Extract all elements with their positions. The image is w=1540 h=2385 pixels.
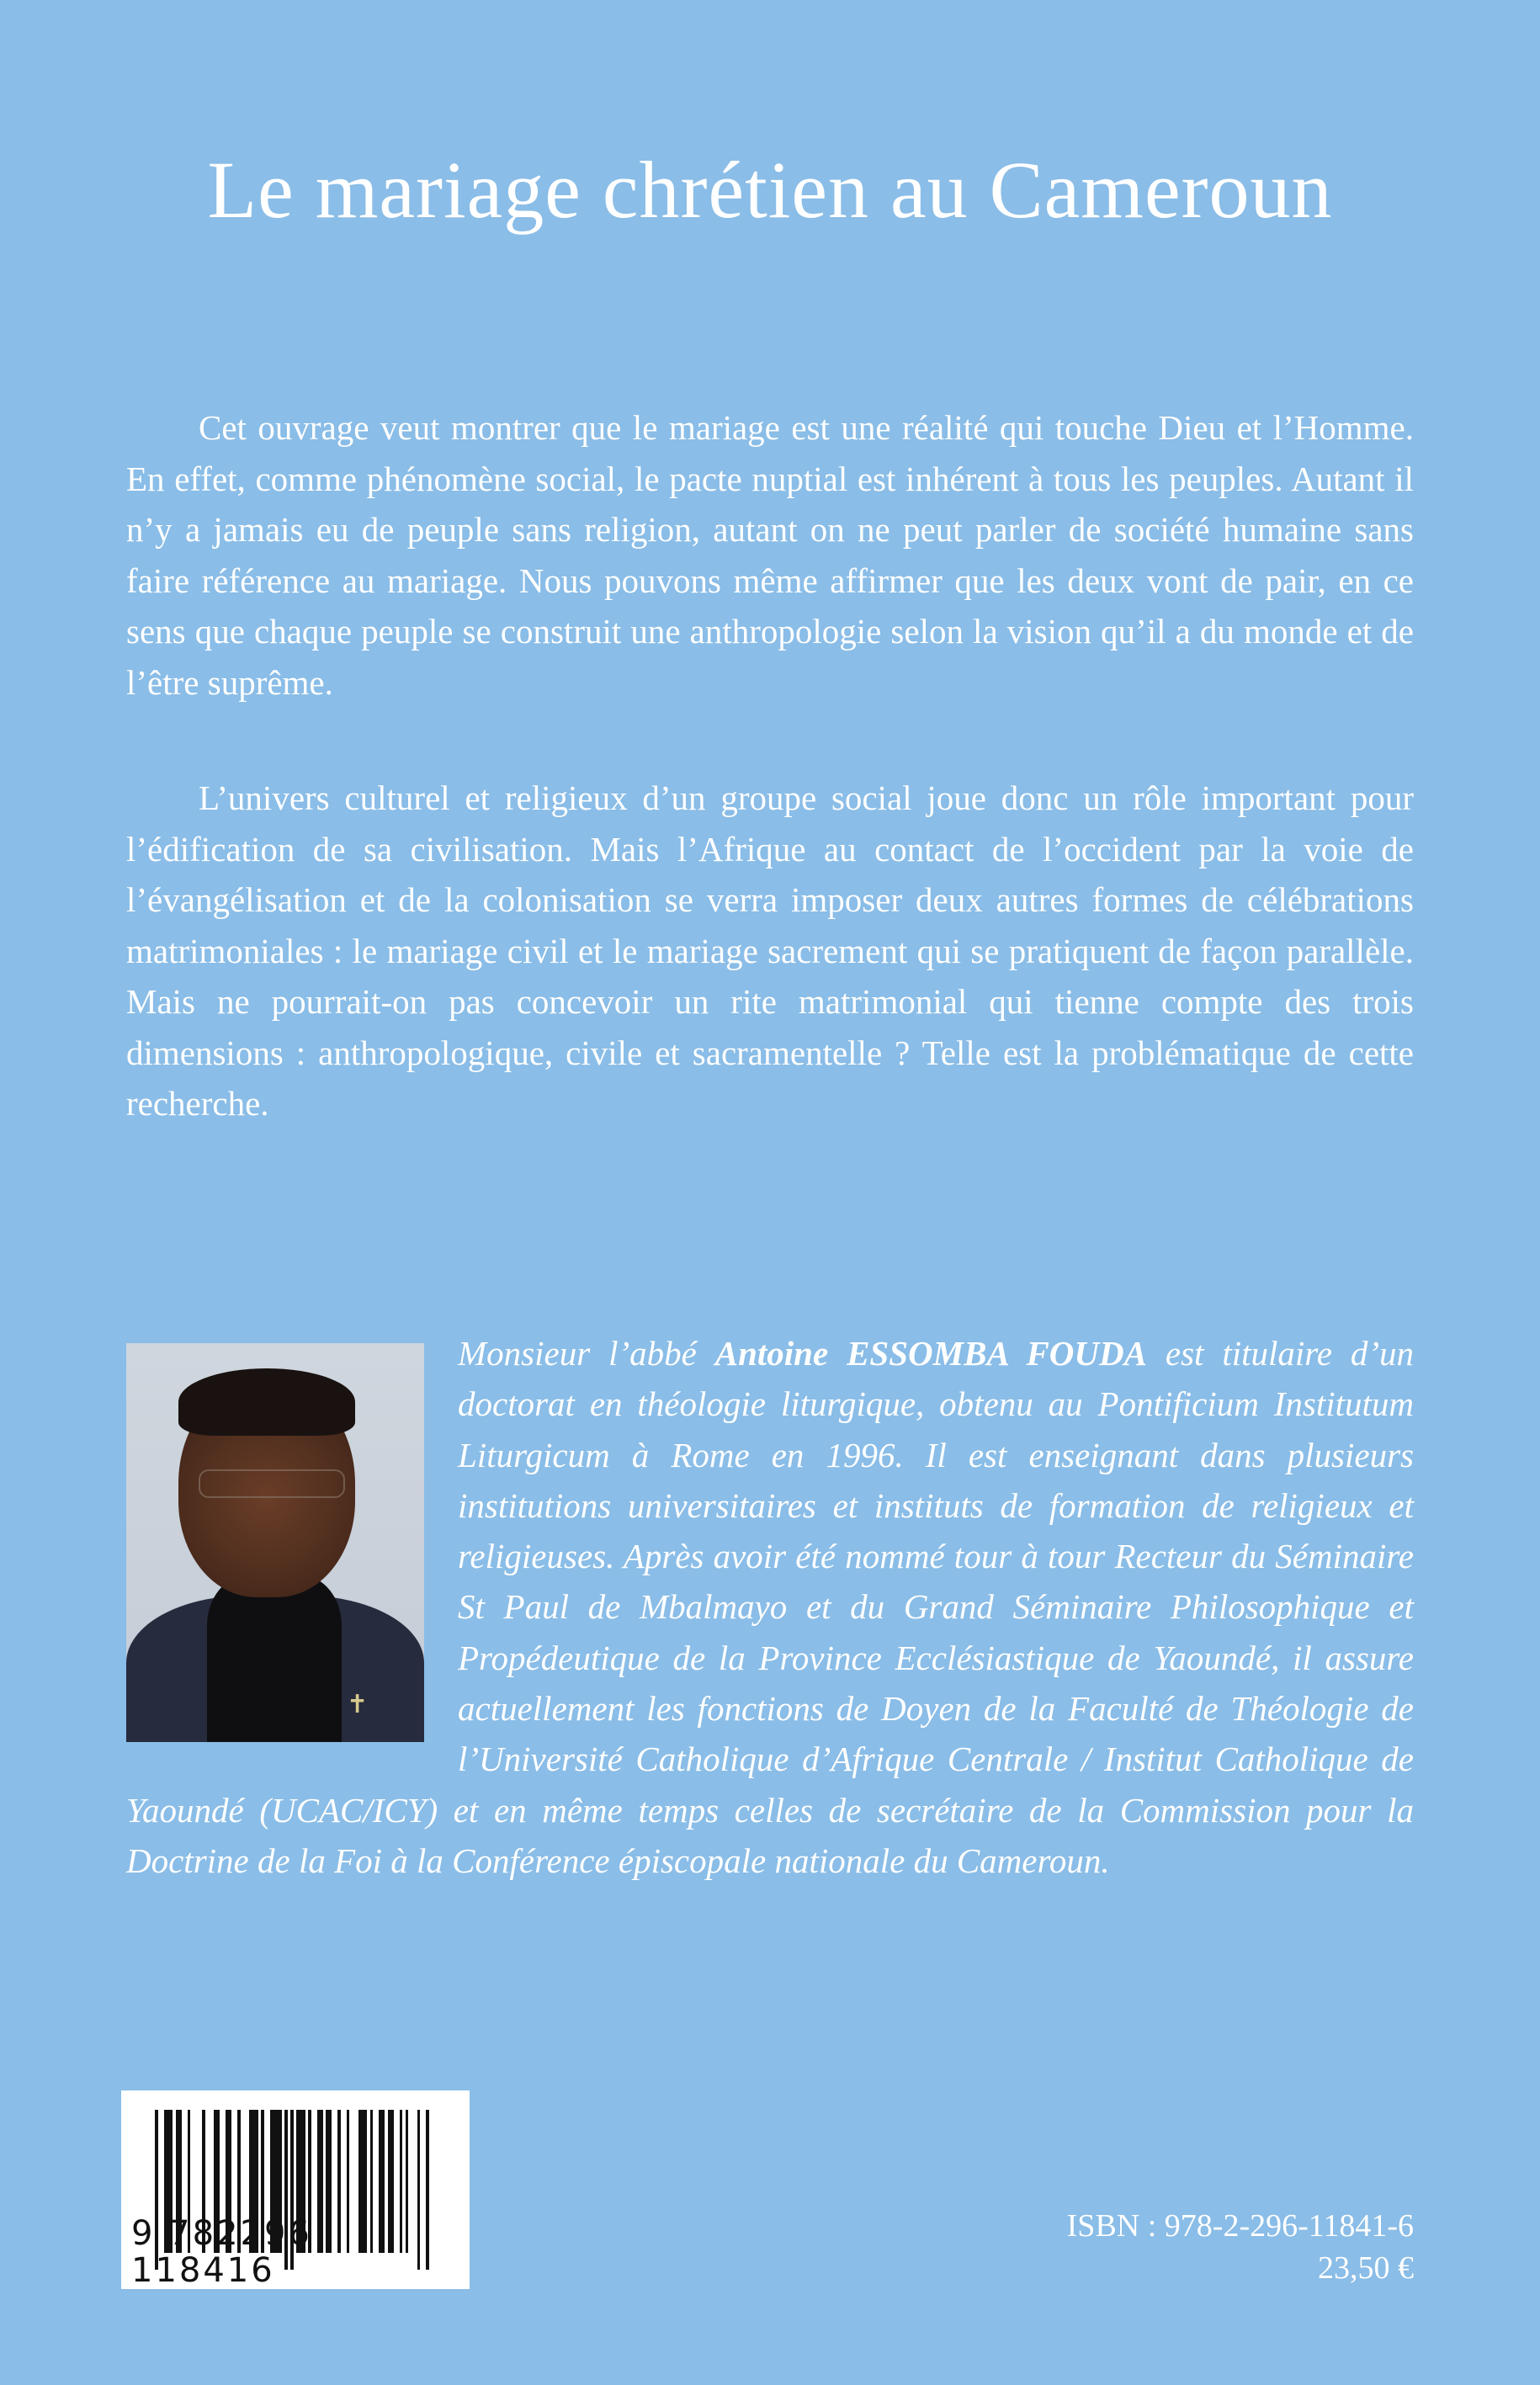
author-bio bbox=[126, 1328, 1414, 1886]
cross-pin-icon: ✝ bbox=[347, 1691, 369, 1718]
summary-paragraph-1: Cet ouvrage veut montrer que le mariage est une réalité qui touche Dieu et l’Homme. En effet, comme phénomène social, le pacte nuptial est inhérent à tous les peuples. Autant il n’y a jamais eu de peuple sans religion, autant on ne peut parler de société humaine sans faire référence au mariage. Nous pouvons même affirmer que les deux vont de pair, en ce sens que chaque peuple se construit une anthropologie selon la vision qu’il a du monde et de l’être suprême. bbox=[126, 408, 1414, 702]
book-title: Le mariage chrétien au Cameroun bbox=[207, 145, 1333, 235]
barcode-number: 9 782296 118416 bbox=[131, 2214, 312, 2290]
isbn-price-block bbox=[1067, 2205, 1414, 2289]
bio-prefix: Monsieur l’abbé bbox=[458, 1334, 715, 1373]
barcode bbox=[121, 2090, 470, 2289]
author-photo bbox=[126, 1343, 424, 1742]
bio-text: est titulaire d’un doctorat en théologie liturgique, obtenu au Pontificium Institutum Liturgicum à Rome en 1996. Il est enseignant dans plusieurs institutions universitaires et instituts de formation de religieux et religieuses. Après avoir été nommé tour à tour Recteur du Séminaire St Paul de Mbalmayo et du Grand Séminaire Philosophique et Propédeutique de la Province Ecclésiastique de Yaoundé, il assure actuellement les fonctions de Doyen de la Faculté de Théologie de l’Université Catholique d’Afrique Centrale / Institut Catholique de Yaoundé (UCAC/ICY) et en même temps celles de secrétaire de la Commission pour la Doctrine de la Foi à la Conférence épiscopale nationale du Cameroun. bbox=[126, 1334, 1414, 1880]
summary-paragraph-2: L’univers culturel et religieux d’un groupe social joue donc un rôle important pour l’édification de sa civilisation. Mais l’Afrique au contact de l’occident par la voie de l’évangélisation et de la colonisation se verra imposer deux autres formes de célébrations matrimoniales : le mariage civil et le mariage sacrement qui se pratiquent de façon parallèle. Mais ne pourrait-on pas concevoir un rite matrimonial qui tienne compte des trois dimensions : anthropologique, civile et sacramentelle ? Telle est la problématique de cette recherche. bbox=[126, 778, 1414, 1123]
author-name: Antoine ESSOMBA FOUDA bbox=[714, 1334, 1147, 1373]
isbn: ISBN : 978-2-296-11841-6 bbox=[1066, 2208, 1414, 2244]
price: 23,50 € bbox=[1318, 2250, 1414, 2286]
